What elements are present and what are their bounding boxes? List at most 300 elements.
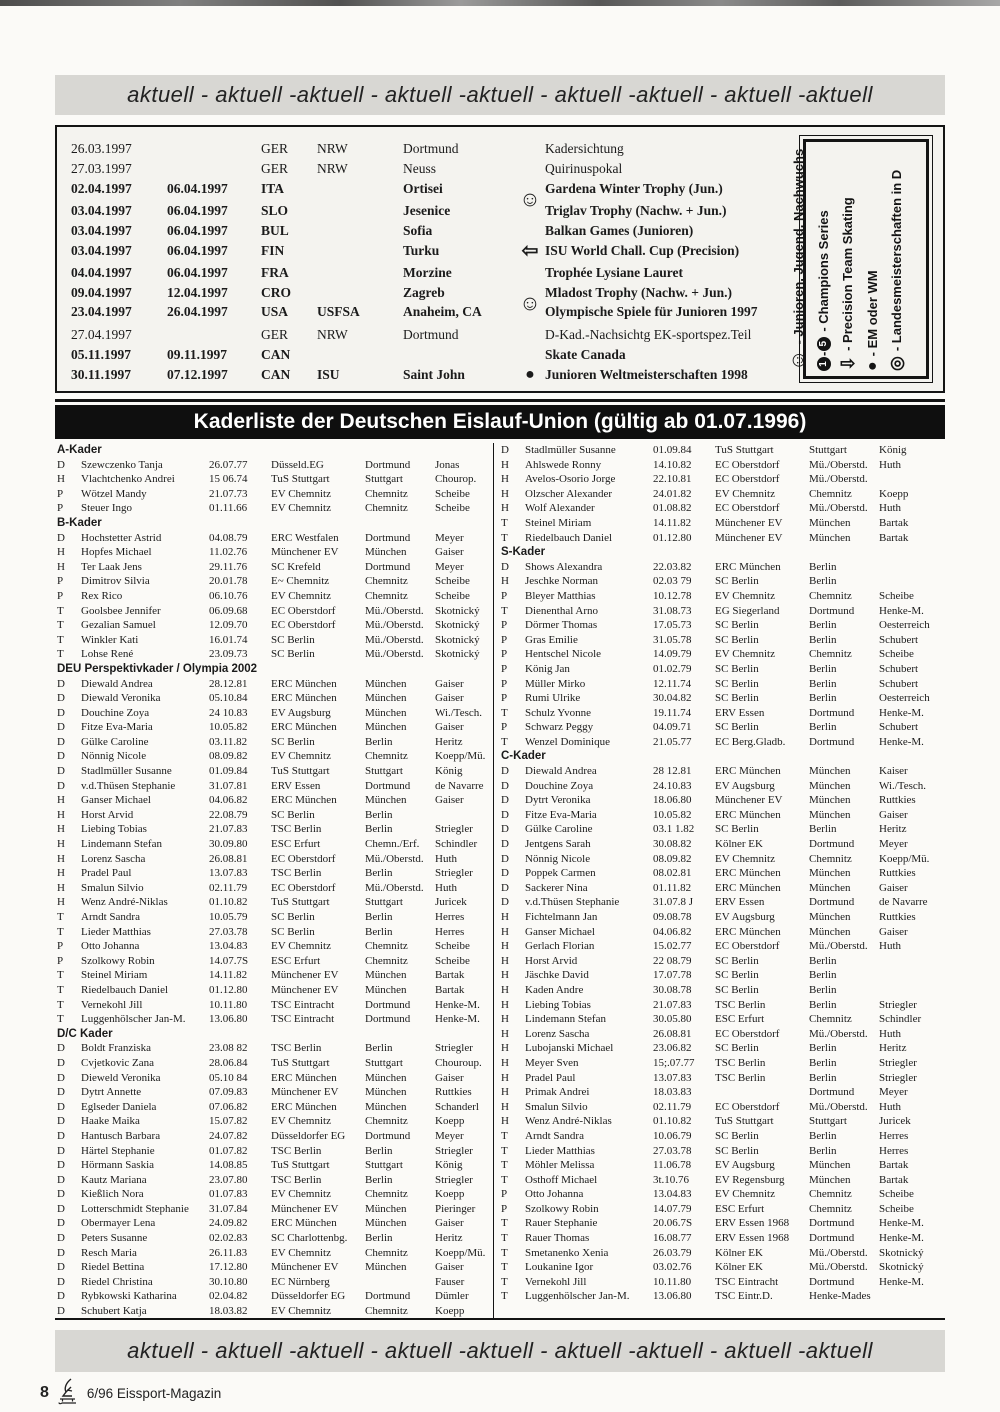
birthdate: 11.02.76: [209, 546, 248, 559]
discipline-code: T: [501, 1261, 508, 1274]
club: Münchener EV: [715, 531, 783, 544]
skater-name: Schwarz Peggy: [525, 721, 594, 734]
club: SC Berlin: [715, 619, 759, 632]
training-city: Dortmund: [809, 1217, 855, 1230]
skater-row: [499, 604, 945, 619]
training-city: Berlin: [365, 823, 393, 836]
city: Ortisei: [403, 180, 443, 196]
coach: Striegler: [435, 823, 473, 836]
event-name: Mladost Trophy (Nachw. + Jun.): [545, 284, 732, 300]
discipline-code: D: [57, 1305, 65, 1318]
skater-row: [55, 472, 493, 487]
club: TuS Stuttgart: [271, 765, 330, 778]
discipline-code: D: [57, 677, 65, 690]
city: Dortmund: [403, 327, 459, 343]
coach: Herres: [879, 1129, 909, 1142]
discipline-code: T: [57, 619, 64, 632]
birthdate: 17.05.73: [653, 619, 692, 632]
discipline-code: P: [501, 1202, 508, 1215]
birthdate: 01.02.79: [653, 662, 692, 675]
kader-table: [55, 443, 945, 1320]
club: TSC Berlin: [715, 998, 766, 1011]
date-to: 09.11.1997: [167, 346, 228, 362]
club: SC Berlin: [715, 677, 759, 690]
training-city: Mü./Oberstd.: [809, 1100, 868, 1113]
discipline-code: T: [501, 604, 508, 617]
birthdate: 03.11.82: [209, 735, 248, 748]
skater-row: [55, 1085, 493, 1100]
discipline-code: D: [501, 779, 509, 792]
birthdate: 02.04.82: [209, 1290, 248, 1303]
skater-name: Luggenhölscher Jan-M.: [525, 1290, 630, 1303]
training-city: Berlin: [809, 823, 837, 836]
skater-name: Horst Arvid: [525, 954, 578, 967]
country-code: GER: [261, 327, 288, 343]
skater-row: [499, 677, 945, 692]
birthdate: 20.01.78: [209, 575, 248, 588]
birthdate: 05.10 84: [209, 1071, 248, 1084]
training-city: München: [809, 925, 851, 938]
city: Anaheim, CA: [403, 304, 482, 320]
birthdate: 30.08.82: [653, 838, 692, 851]
skater-row: [55, 852, 493, 867]
training-city: Berlin: [365, 1173, 393, 1186]
event-marker-cell: [515, 159, 545, 179]
skater-name: Möhler Melissa: [525, 1159, 595, 1172]
training-city: Mü./Oberstd.: [365, 648, 424, 661]
schedule-row: [71, 345, 791, 365]
birthdate: 10.12.78: [653, 589, 692, 602]
coach: Henke-M.: [879, 706, 924, 719]
club: SC Berlin: [715, 692, 759, 705]
skater-row: [55, 1260, 493, 1275]
club: TuS Stuttgart: [715, 1115, 774, 1128]
discipline-code: H: [501, 1086, 509, 1099]
skater-row: [55, 764, 493, 779]
skater-name: Rumi Ulrike: [525, 692, 581, 705]
training-city: Berlin: [365, 808, 393, 821]
skater-row: [55, 1012, 493, 1027]
club: ESC Erfurt: [271, 838, 321, 851]
birthdate: 08.02.81: [653, 867, 692, 880]
skater-name: Otto Johanna: [81, 940, 140, 953]
coach: Bartak: [879, 531, 909, 544]
birthdate: 02.11.79: [653, 1100, 692, 1113]
city: Morzine: [403, 264, 452, 280]
club: ERC München: [715, 867, 781, 880]
federation: [317, 241, 403, 263]
date-to: 26.04.1997: [167, 304, 228, 320]
skater-row: [499, 895, 945, 910]
discipline-code: H: [57, 867, 65, 880]
discipline-code: H: [57, 473, 65, 486]
club: Kölner EK: [715, 1246, 763, 1259]
club: TSC Berlin: [271, 823, 322, 836]
skater-name: Stadlmüller Susanne: [81, 765, 172, 778]
club: Münchener EV: [271, 1086, 339, 1099]
coach: Scheibe: [435, 954, 470, 967]
training-city: Berlin: [809, 1071, 837, 1084]
coach: Striegler: [879, 998, 917, 1011]
city: [403, 345, 515, 365]
federation: [317, 221, 403, 241]
country-code: BUL: [261, 223, 289, 239]
training-city: Berlin: [365, 867, 393, 880]
coach: König: [879, 444, 907, 456]
skater-name: Hentschel Nicole: [525, 648, 602, 661]
skater-row: [499, 910, 945, 925]
birthdate: 22.08.79: [209, 808, 248, 821]
dash: -: [815, 351, 831, 356]
birthdate: 01.08.82: [653, 502, 692, 515]
training-city: Chemnitz: [365, 954, 408, 967]
skater-row: [55, 866, 493, 881]
skater-name: v.d.Thüsen Stephanie: [81, 779, 176, 792]
discipline-code: D: [57, 706, 65, 719]
club: TSC Berlin: [715, 1071, 766, 1084]
training-city: Dortmund: [809, 1232, 855, 1245]
training-city: Dortmund: [809, 838, 855, 851]
coach: Striegler: [879, 1071, 917, 1084]
discipline-code: P: [501, 677, 508, 690]
birthdate: 30.05.80: [653, 1013, 692, 1026]
discipline-code: D: [501, 808, 509, 821]
skater-row: [55, 1304, 493, 1319]
discipline-code: T: [501, 1173, 508, 1186]
discipline-code: H: [501, 487, 509, 500]
club: SC Berlin: [271, 633, 315, 646]
training-city: München: [809, 531, 851, 544]
training-city: München: [809, 765, 851, 778]
city: Neuss: [403, 160, 436, 176]
coach: Schindler: [879, 1013, 922, 1026]
skater-name: Nönnig Nicole: [525, 852, 591, 865]
training-city: München: [809, 911, 851, 923]
date-to: 06.04.1997: [167, 242, 228, 258]
discipline-code: T: [57, 969, 64, 982]
event-marker-cell: [515, 291, 545, 325]
club: EC Nürnberg: [271, 1275, 330, 1288]
skater-row: [499, 866, 945, 881]
coach: Skotnický: [435, 619, 480, 632]
training-city: Mü./Oberstd.: [365, 852, 424, 865]
birthdate: 31.05.78: [653, 633, 692, 646]
skater-row: [55, 793, 493, 808]
federation: [317, 263, 403, 283]
birthdate: 02.03 79: [653, 575, 692, 588]
coach: Gaiser: [435, 692, 464, 705]
training-city: München: [809, 1159, 851, 1172]
skater-row: [55, 604, 493, 619]
birthdate: 27.03.78: [653, 1144, 692, 1157]
country-code: CAN: [261, 366, 291, 382]
skater-row: [499, 1173, 945, 1188]
skater-row: [55, 545, 493, 560]
legend-items: [787, 139, 929, 379]
skater-row: [55, 1041, 493, 1056]
birthdate: 28 12.81: [653, 765, 692, 778]
skater-name: Douchine Zoya: [525, 779, 594, 792]
coach: Striegler: [435, 1144, 473, 1157]
skater-name: Szewczenko Tanja: [81, 458, 163, 471]
coach: Koepp/Mü.: [435, 1246, 486, 1259]
date-from: 02.04.1997: [71, 180, 132, 196]
skater-row: [55, 1114, 493, 1129]
birthdate: 14.09.79: [653, 648, 692, 661]
birthdate: 15.07.82: [209, 1115, 248, 1128]
skater-name: Smalun Silvio: [525, 1100, 588, 1113]
training-city: Dortmund: [365, 560, 411, 573]
club: TuS Stuttgart: [715, 444, 774, 456]
training-city: München: [809, 516, 851, 529]
discipline-code: H: [57, 823, 65, 836]
schedule-row: [71, 221, 791, 241]
training-city: München: [365, 1202, 407, 1215]
coach: [435, 808, 493, 823]
coach: Chourop.: [435, 473, 477, 486]
skater-name: Gras Emilie: [525, 633, 578, 646]
coach: Skotnický: [435, 648, 480, 661]
club: TuS Stuttgart: [271, 473, 330, 486]
birthdate: 01.07.82: [209, 1144, 248, 1157]
schedule-row: [71, 263, 791, 283]
country-code: GER: [261, 141, 288, 156]
coach: Scheibe: [879, 1188, 914, 1201]
birthdate: 10.11.80: [653, 1275, 692, 1288]
club: EV Chemnitz: [271, 1246, 331, 1259]
discipline-code: D: [57, 721, 65, 734]
club: Münchener EV: [271, 969, 339, 982]
skater-row: [55, 1187, 493, 1202]
club: SC Berlin: [271, 648, 315, 661]
skater-name: Goolsbee Jennifer: [81, 604, 161, 617]
skater-name: Steinel Miriam: [525, 516, 592, 529]
skater-row: [55, 458, 493, 473]
discipline-code: H: [57, 808, 65, 821]
club: ERV Essen 1968: [715, 1217, 790, 1230]
coach: Oesterreich: [879, 619, 930, 632]
coach: [879, 954, 945, 969]
club: EC Oberstdorf: [715, 458, 780, 471]
training-city: Berlin: [809, 1144, 837, 1157]
coach: Scheibe: [435, 940, 470, 953]
discipline-code: H: [501, 1013, 509, 1026]
date-to: [167, 159, 261, 179]
schedule-row: [71, 283, 791, 303]
coach: Gaiser: [435, 677, 464, 690]
club: EV Chemnitz: [715, 1188, 775, 1201]
skater-name: Gezalian Samuel: [81, 619, 156, 632]
skater-name: Peters Susanne: [81, 1232, 148, 1245]
training-city: Dortmund: [365, 998, 411, 1011]
event-marker-cell: [515, 201, 545, 221]
birthdate: 14.07.7S: [209, 954, 249, 967]
bottom-banner: [55, 1330, 945, 1372]
training-city: Chemnitz: [365, 1305, 408, 1318]
skater-row: [55, 1129, 493, 1144]
coach: Wi./Tesch.: [435, 706, 483, 719]
skater-row: [55, 998, 493, 1013]
discipline-code: D: [57, 1115, 65, 1128]
federation: [317, 201, 403, 221]
discipline-code: H: [501, 969, 509, 982]
discipline-code: H: [501, 983, 509, 996]
training-city: München: [365, 706, 407, 719]
coach: Striegler: [435, 1042, 473, 1055]
kader-title-topline: [55, 399, 945, 402]
birthdate: 08.09.82: [209, 750, 248, 763]
training-city: München: [809, 881, 851, 894]
coach: Koepp/Mü.: [435, 750, 486, 763]
birthdate: 04.08.79: [209, 531, 248, 544]
coach: Herres: [879, 1144, 909, 1157]
skater-name: Wenz André-Niklas: [525, 1115, 612, 1128]
training-city: Chemnitz: [809, 852, 852, 865]
birthdate: 01.12.80: [653, 531, 692, 544]
discipline-code: D: [57, 1290, 65, 1303]
birthdate: 31.07.81: [209, 779, 248, 792]
skater-row: [55, 487, 493, 502]
coach: Herres: [435, 925, 465, 938]
city: Zagreb: [403, 284, 445, 300]
page-number: 8: [40, 1384, 49, 1401]
training-city: Mü./Oberstd.: [809, 1246, 868, 1259]
training-city: Chemnitz: [365, 487, 408, 500]
discipline-code: H: [501, 1042, 509, 1055]
birthdate: 22.10.81: [653, 473, 692, 486]
discipline-code: H: [57, 838, 65, 851]
birthdate: 28.06.84: [209, 1056, 248, 1069]
skater-row: [499, 560, 945, 575]
section-header: DEU Perspektivkader / Olympia 2002: [57, 662, 258, 675]
training-city: Chemnitz: [809, 589, 852, 602]
birthdate: 16.08.77: [653, 1232, 692, 1245]
birthdate: 30.04.82: [653, 692, 692, 705]
skater-row: [499, 1041, 945, 1056]
skater-name: Luggenhölscher Jan-M.: [81, 1013, 186, 1026]
club: SC Berlin: [715, 969, 759, 982]
coach: Henke-M.: [879, 1275, 924, 1288]
birthdate: 13.07.83: [209, 867, 248, 880]
skater-row: [55, 808, 493, 823]
skater-row: [499, 501, 945, 516]
skater-row: [55, 983, 493, 998]
discipline-code: D: [57, 692, 65, 705]
discipline-code: H: [501, 911, 509, 923]
club: ERC München: [271, 677, 337, 690]
skater-name: Poppek Carmen: [525, 867, 596, 880]
birthdate: 04.06.82: [209, 794, 248, 807]
discipline-code: T: [501, 1246, 508, 1259]
training-city: Berlin: [809, 560, 837, 573]
training-city: München: [365, 692, 407, 705]
coach: Oesterreich: [879, 692, 930, 705]
discipline-code: H: [57, 794, 65, 807]
skater-name: Gülke Caroline: [81, 735, 149, 748]
section-header: B-Kader: [57, 516, 102, 529]
training-city: Dortmund: [365, 1290, 411, 1303]
date-to: 06.04.1997: [167, 264, 228, 280]
coach: Heritz: [879, 823, 907, 836]
coach: Scheibe: [879, 648, 914, 661]
club: ERC München: [715, 808, 781, 821]
discipline-code: T: [501, 1159, 508, 1172]
club: ERC München: [271, 1217, 337, 1230]
date-from: 09.04.1997: [71, 284, 132, 300]
discipline-code: H: [57, 896, 65, 909]
club: EV Regensburg: [715, 1173, 785, 1186]
club: EC Oberstdorf: [271, 852, 336, 865]
skater-row: [55, 779, 493, 794]
date-from: 03.04.1997: [71, 223, 132, 239]
club: TSC Eintracht: [271, 1013, 335, 1026]
training-city: Chemn./Erf.: [365, 838, 420, 851]
skater-name: Stadlmüller Susanne: [525, 444, 616, 456]
date-to: 12.04.1997: [167, 284, 228, 300]
coach: Schubert: [879, 677, 919, 690]
country-code: CRO: [261, 284, 291, 300]
coach: Henke-M.: [879, 1217, 924, 1230]
birthdate: 01.07.83: [209, 1188, 248, 1201]
club: SC Berlin: [715, 954, 759, 967]
coach: Gaiser: [435, 1071, 464, 1084]
schedule-row: [71, 365, 791, 385]
smiley-icon: ☺: [519, 291, 541, 316]
discipline-code: D: [57, 1129, 65, 1142]
birthdate: 23.07.80: [209, 1173, 248, 1186]
coach: Huth: [435, 881, 457, 894]
coach: Huth: [879, 458, 901, 471]
club: EV Chemnitz: [271, 502, 331, 515]
skater-row: [499, 443, 945, 458]
skater-name: Avelos-Osorio Jorge: [525, 473, 616, 486]
skater-row: [499, 881, 945, 896]
club: SC Berlin: [715, 983, 759, 996]
birthdate: 26.03.79: [653, 1246, 692, 1259]
training-city: Chemnitz: [365, 575, 408, 588]
club: [715, 1085, 809, 1100]
coach: Ruttkies: [879, 911, 916, 923]
club: EG Siegerland: [715, 604, 780, 617]
coach: Koepp: [879, 487, 909, 500]
skater-name: Lieder Matthias: [525, 1144, 595, 1157]
skater-name: Steuer Ingo: [81, 502, 133, 515]
coach: Bartak: [435, 969, 465, 982]
skater-name: Gülke Caroline: [525, 823, 593, 836]
training-city: Berlin: [809, 1056, 837, 1069]
skater-name: Arndt Sandra: [525, 1129, 584, 1142]
club: SC Berlin: [715, 1129, 759, 1142]
skater-row: [499, 1187, 945, 1202]
club: Kölner EK: [715, 1261, 763, 1274]
training-city: Berlin: [809, 1042, 837, 1055]
federation: [317, 283, 403, 303]
coach: Henke-M.: [435, 1013, 480, 1026]
skater-name: Liebing Tobias: [525, 998, 591, 1011]
birthdate: 01.11.66: [209, 502, 248, 515]
skater-name: Lindemann Stefan: [81, 838, 162, 851]
skater-row: [55, 1246, 493, 1261]
skater-name: Hopfes Michael: [81, 546, 152, 559]
coach: Meyer: [879, 838, 908, 851]
country-code: CAN: [261, 346, 291, 362]
skater-name: Riedelbauch Daniel: [81, 983, 169, 996]
event-marker-cell: [515, 325, 545, 345]
skater-name: Jäschke David: [525, 969, 589, 982]
schedule-row: [71, 241, 791, 263]
skater-row: [499, 822, 945, 837]
training-city: Dortmund: [809, 896, 855, 909]
